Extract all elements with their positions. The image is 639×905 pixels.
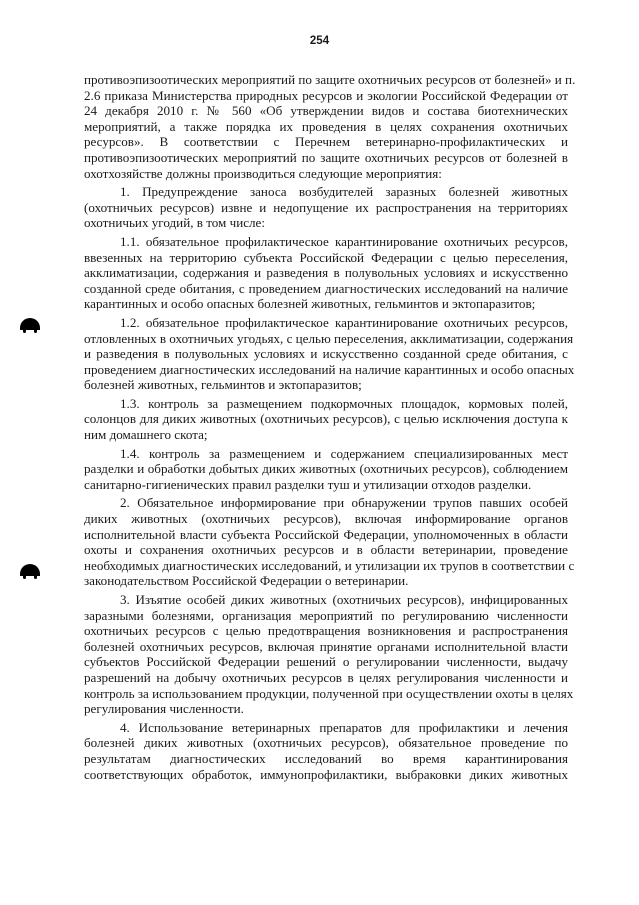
text-line: акклиматизации, содержания и разведения в полувольных условиях и искусственно [84,265,568,281]
text-line: разделки и обработки добытых диких животных (охотничьих ресурсов), соблюдением [84,461,568,477]
text-line: 2.6 приказа Министерства природных ресурсов и экологии Российской Федерации от [84,87,568,103]
paragraph [84,184,568,231]
text-line: охотхозяйстве должны производиться следующие мероприятия: [84,165,442,181]
text-line: охотничьих угодий, в том числе: [84,215,265,231]
text-line: болезней диких животных (охотничьих ресурсов), обязательное проведение по [84,735,568,751]
text-line: проведением диагностических исследований на наличие карантинных и особо опасных [84,361,575,377]
text-line: болезней охотничьих ресурсов, включая принятие органами исполнительной власти [84,638,568,654]
paragraph [84,592,574,717]
binder-hole-mark [20,318,40,330]
paragraph [84,314,575,393]
text-line: 1.3. контроль за размещением подкормочных площадок, кормовых полей, [120,395,568,411]
text-line: 3. Изъятие особей диких животных (охотничьих ресурсов), инфицированных [120,592,568,607]
text-line: заразными болезнями, организация мероприятий по регулированию численности [84,607,568,623]
paragraph [84,446,568,493]
text-line: законодательством Российской Федерации о ветеринарии. [84,573,409,589]
paragraph [84,234,568,312]
paragraph [84,495,575,589]
text-line: охотничьих ресурсов с целью предотвращения возникновения и распространения [84,623,568,639]
text-line: отловленных в охотничьих угодьях, с целью переселения, акклиматизации, содержания [84,330,574,346]
text-line: солонцов для диких животных (охотничьих ресурсов), с целью исключения доступа к [84,411,568,427]
text-line: противоэпизоотических мероприятий по защите охотничьих ресурсов от болезней в [84,149,568,165]
text-line: 4. Использование ветеринарных препаратов для профилактики и лечения [120,719,568,735]
text-line: 1. Предупреждение заноса возбудителей заразных болезней животных [120,184,568,200]
text-line: регулирования численности. [84,701,244,717]
text-line: мероприятий, а также порядка их проведения в целях сохранения охотничьих [84,118,568,134]
text-line: диких животных (охотничьих ресурсов), включая информирование органов [84,511,568,527]
page-number: 254 [309,35,330,47]
text-line: санитарно-гигиенических правил разделки туш и утилизации отходов разделки. [84,476,532,492]
text-line: необходимых диагностических исследований, и утилизации их трупов в соответствии с [84,557,575,573]
text-line: 1.1. обязательное профилактическое карантинирование охотничьих ресурсов, [120,233,568,249]
text-line: 1.2. обязательное профилактическое карантинирование охотничьих ресурсов, [120,314,568,330]
text-line: созданной среде обитания, с проведением диагностических исследований на наличие [84,280,568,296]
text-line: (охотничьих ресурсов) извне и недопущение их распространения на территориях [84,199,568,215]
text-line: 1.4. контроль за размещением и содержанием специализированных мест [120,445,568,461]
paragraph [84,720,568,782]
text-line: 24 декабря 2010 г. № 560 «Об утверждении видов и состава биотехнических [84,103,568,119]
text-line: исполнительной власти субъекта Российской Федерации, уполномоченных в области [84,526,568,542]
text-line: охоты и сохранения охотничьих ресурсов и в области ветеринарии, проведение [84,542,568,558]
text-line: и разведения в полувольных условиях и искусственно созданной среде обитания, с [84,346,568,362]
text-line: разрешений на добычу охотничьих ресурсов в целях регулирования численности и [84,669,568,685]
paragraph [84,396,568,443]
text-line: 2. Обязательное информирование при обнаружении трупов павших особей [120,495,568,511]
text-line: контроль за использованием продукции, полученной при осуществлении охоты в целях [84,685,574,701]
text-line: карантинных и особо опасных болезней животных, гельминтов и эктопаразитов; [84,296,536,312]
document-body [84,72,576,785]
text-line: субъектов Российской Федерации решений о регулировании численности, выдачу [84,654,568,670]
text-line: ввезенных на территорию субъекта Российской Федерации с целью переселения, [84,249,568,265]
binder-hole-mark [20,564,40,576]
text-line: ресурсов». В соответствии с Перечнем ветеринарно-профилактических и [84,134,568,150]
text-line: соответствующих обработок, иммунопрофилактики, выбраковки диких животных [84,766,568,782]
text-line: противоэпизоотических мероприятий по защите охотничьих ресурсов от болезней» и п. [84,72,576,87]
text-line: ним домашнего скота; [84,427,208,443]
paragraph [84,72,576,181]
text-line: болезней животных, гельминтов и эктопаразитов; [84,377,362,393]
text-line: результатам диагностических исследований во время карантинирования [84,750,568,766]
